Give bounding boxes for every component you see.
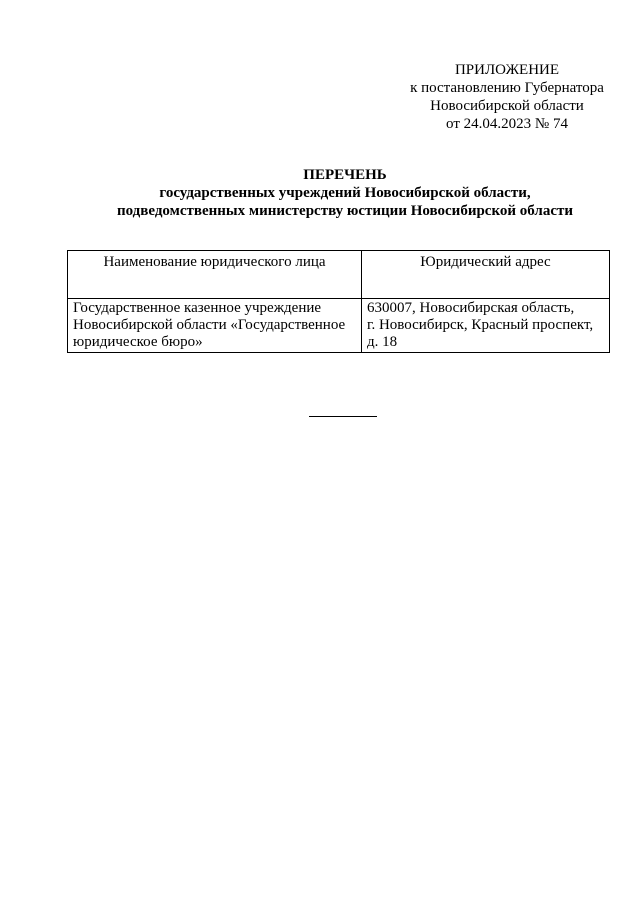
table-header-row [68,251,610,299]
appendix-block [380,61,634,133]
institutions-table [67,250,610,353]
cell-line: Новосибирской области «Государственное [73,317,346,333]
header-legal-entity-name: Наименование юридического лица [68,251,362,299]
cell-legal-address [362,299,610,353]
cell-line: юридическое бюро» [73,334,203,350]
table-row [68,299,610,353]
header-legal-address: Юридический адрес [362,251,610,299]
heading-title: ПЕРЕЧЕНЬ [303,167,387,183]
cell-line: 630007, Новосибирская область, [367,300,575,316]
end-divider-line [309,416,377,417]
appendix-date-number: от 24.04.2023 № 74 [446,116,568,132]
appendix-title: ПРИЛОЖЕНИЕ [454,62,560,78]
cell-line: г. Новосибирск, Красный проспект, [367,317,594,333]
cell-legal-entity-name [68,299,362,353]
heading-subtitle-line1: государственных учреждений Новосибирской области, [159,185,531,201]
document-heading [60,166,630,220]
cell-line: д. 18 [367,334,398,350]
appendix-decree-reference: к постановлению Губернатора [410,80,604,96]
cell-line: Государственное казенное учреждение [73,300,322,316]
appendix-region: Новосибирской области [430,98,584,114]
heading-subtitle-line2: подведомственных министерству юстиции Новосибирской области [116,203,574,219]
